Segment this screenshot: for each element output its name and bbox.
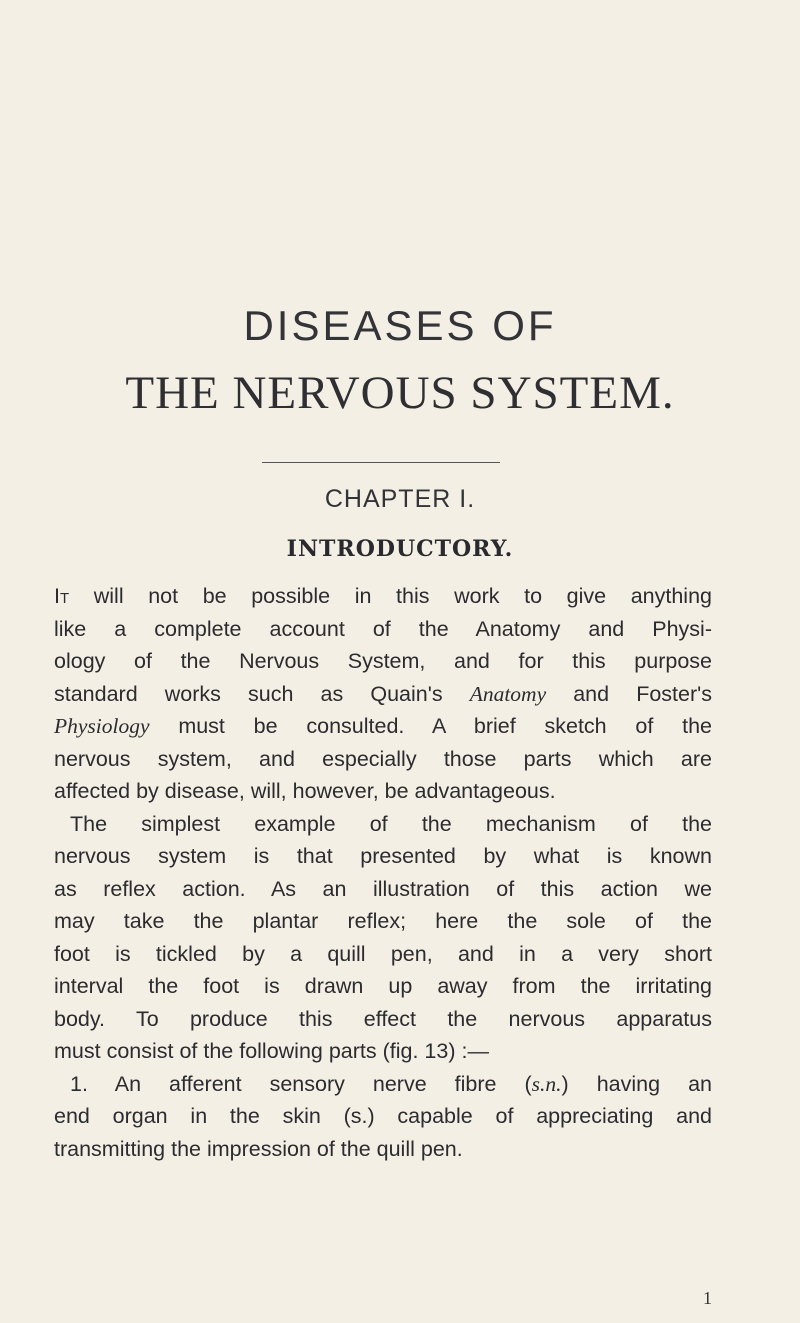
text-line: transmitting the impression of the quill pen. xyxy=(54,1136,463,1161)
italic-abbreviation: s.n. xyxy=(531,1071,562,1096)
drop-lead-word: It xyxy=(54,584,70,608)
book-title-line-2: THE NERVOUS SYSTEM. xyxy=(125,367,675,419)
text-line xyxy=(54,710,712,743)
chapter-heading: CHAPTER I. xyxy=(324,485,476,513)
text-line: foot is tickled by a quill pen, and in a very short xyxy=(54,941,712,966)
title-divider xyxy=(262,462,500,463)
text-line: affected by disease, will, however, be advantageous. xyxy=(54,779,556,803)
text-line: The simplest example of the mechanism of the xyxy=(70,811,712,836)
text-run: must be consulted. A brief sketch of the xyxy=(149,714,712,738)
text-line xyxy=(54,580,712,613)
paragraph-1 xyxy=(54,580,712,808)
text-line: as reflex action. As an illustration of this action we xyxy=(54,876,712,901)
paragraph-3 xyxy=(54,1068,712,1166)
text-line: nervous system, and especially those parts which are xyxy=(54,746,712,771)
text-line: nervous system is that presented by what is known xyxy=(54,844,712,868)
page-number: 1 xyxy=(703,1288,712,1308)
text-line: may take the plantar reflex; here the sole of the xyxy=(54,909,712,933)
text-run: will not be possible in this work to give anything xyxy=(69,584,712,608)
text-line: ology of the Nervous System, and for this purpose xyxy=(54,649,712,673)
paragraph-2 xyxy=(54,808,712,1068)
text-run: and Foster's xyxy=(546,681,712,706)
book-title-line-1: DISEASES OF xyxy=(243,302,557,349)
text-line: must consist of the following parts (fig. 13) :— xyxy=(54,1039,489,1063)
body-text xyxy=(54,580,712,1165)
text-line: like a complete account of the Anatomy and Physi- xyxy=(54,616,712,641)
italic-title: Anatomy xyxy=(469,681,547,706)
text-run: ) having an xyxy=(561,1071,712,1096)
italic-title: Physiology xyxy=(54,714,150,738)
text-line: body. To produce this effect the nervous apparatus xyxy=(54,1006,712,1031)
text-line: interval the foot is drawn up away from the irritating xyxy=(54,974,712,998)
text-line: end organ in the skin (s.) capable of appreciating and xyxy=(54,1104,712,1128)
text-line xyxy=(54,1068,712,1101)
text-line xyxy=(54,678,712,711)
section-heading: INTRODUCTORY. xyxy=(286,536,514,562)
text-run: 1. An afferent sensory nerve fibre ( xyxy=(70,1071,532,1096)
text-run: standard works such as Quain's xyxy=(54,681,470,706)
